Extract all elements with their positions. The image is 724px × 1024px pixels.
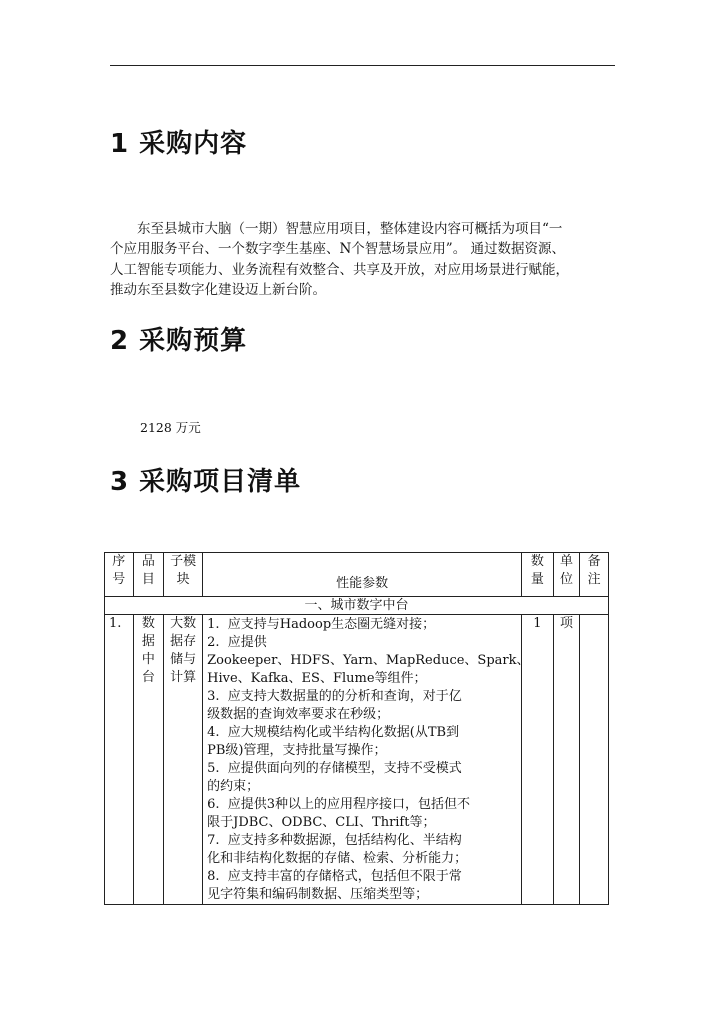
section-heading-list: 3 采购项目清单 [110,467,302,497]
param-line: 6. 应提供3种以上的应用程序接口，包括但不 [207,797,471,812]
row-submodule-part: 据存 [170,634,197,649]
param-line: 化和非结构化数据的存储、检索、分析能力； [207,851,468,866]
table-row [105,615,609,905]
param-line: 限于JDBC、ODBC、CLI、Thrift等； [207,815,436,830]
param-line: PB级)管理，支持批量写操作； [207,743,387,758]
param-line: 1. 应支持与Hadoop生态圈无缝对接； [207,617,436,632]
content-line: 人工智能专项能力、业务流程有效整合、共享及开放，对应用场景进行赋能， [110,261,569,278]
header-params: 性能参数 [203,553,522,597]
param-line: 见字符集和编码制数据、压缩类型等； [207,887,429,902]
row-qty: 1 [522,615,554,905]
content-paragraph [110,219,615,300]
header-unit: 单 位 [553,553,580,597]
param-line: 4. 应大规模结构化或半结构化数据(从TB到 [207,725,460,740]
row-params [203,615,530,905]
row-submodule-part: 储与 [170,652,197,667]
param-line: 2. 应提供 [207,635,267,650]
row-item [133,615,164,905]
row-unit: 项 [553,615,580,905]
section-heading-budget: 2 采购预算 [110,326,248,356]
header-qty: 数 量 [522,553,554,597]
content-line: 个应用服务平台、一个数字孪生基座、N个智慧场景应用”。 通过数据资源、 [110,241,566,258]
section-title: 一、城市数字中台 [105,597,609,615]
budget-value: 2128 万元 [140,420,201,435]
table-section-row [105,597,609,615]
header-remark: 备 注 [580,553,609,597]
param-line: 5. 应提供面向列的存储模型，支持不受模式 [207,761,462,776]
content-line: 推动东至县数字化建设迈上新台阶。 [110,281,326,298]
param-line: 的约束； [207,779,260,794]
param-line: Hive、Kafka、ES、Flume等组件； [207,671,427,686]
param-line: 级数据的查询效率要求在秒级； [207,707,390,722]
content-line: 东至县城市大脑（一期）智慧应用项目，整体建设内容可概括为项目“一 [137,221,563,237]
header-item: 品 目 [133,553,164,597]
param-line: 3. 应支持大数据量的的分析和查询，对于亿 [207,689,462,704]
header-submodule: 子模 块 [164,553,203,597]
procurement-table [104,552,609,905]
row-remark [580,615,609,905]
row-item-char: 台 [141,670,155,685]
param-line: 7. 应支持多种数据源，包括结构化、半结构 [207,833,462,848]
row-item-char: 据 [141,634,155,649]
row-submodule-part: 计算 [170,670,197,685]
row-item-char: 中 [141,652,155,667]
row-item-char: 数 [141,616,155,631]
param-line: 8. 应支持丰富的存储格式，包括但不限于常 [207,869,462,884]
param-line: Zookeeper、HDFS、Yarn、MapReduce、Spark、 [207,653,530,668]
header-seq: 序 号 [105,553,134,597]
row-submodule-part: 大数 [170,616,197,631]
header-rule [110,65,615,66]
section-heading-content: 1 采购内容 [110,129,248,159]
row-seq: 1. [105,615,134,905]
row-submodule [164,615,203,905]
table-header-row [105,553,609,597]
